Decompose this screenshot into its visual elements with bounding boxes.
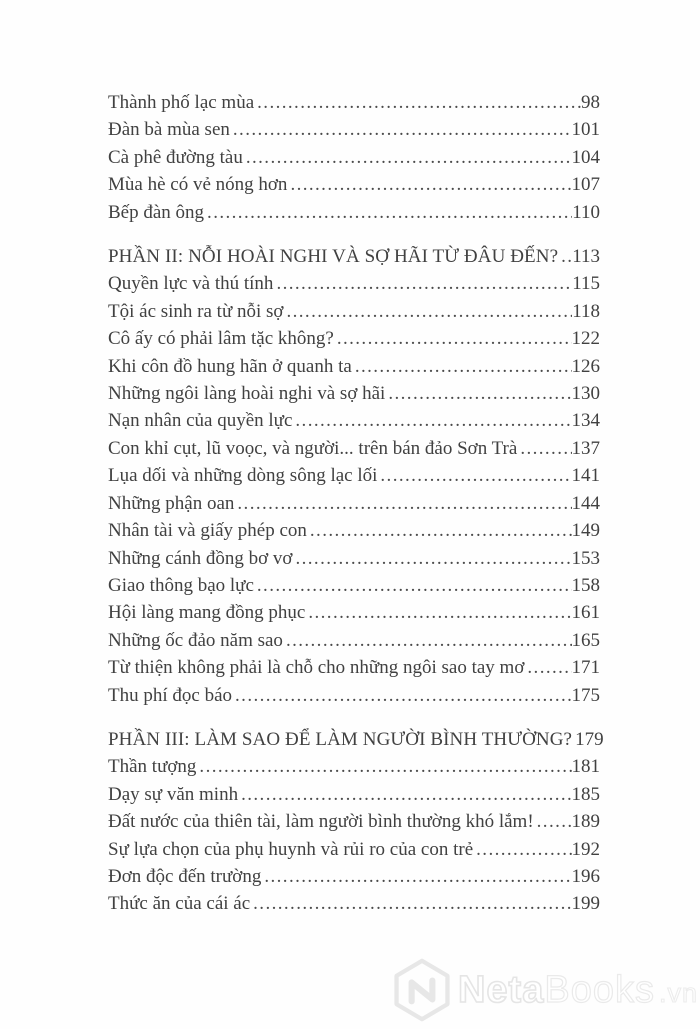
watermark-brand-neta: Neta	[457, 968, 545, 1011]
toc-entry-title: Thành phố lạc mùa	[108, 92, 255, 113]
toc-entry-title: Giao thông bạo lực	[108, 574, 254, 596]
toc-entry-page-number: 181	[571, 756, 600, 778]
toc-entry-page-number: 107	[571, 174, 600, 196]
toc-entry-title: Quyền lực và thú tính	[108, 273, 274, 295]
toc-dot-leader	[232, 682, 571, 709]
toc-entry-title: Nhân tài và giấy phép con	[108, 520, 307, 542]
toc-dot-leader	[250, 890, 571, 917]
toc-entry	[108, 298, 600, 325]
toc-dot-leader	[261, 863, 571, 890]
toc-entry	[108, 270, 600, 297]
toc-entry	[108, 462, 600, 489]
toc-entry	[108, 325, 600, 352]
toc-entry	[108, 627, 600, 654]
toc-dot-leader	[305, 599, 571, 626]
toc-entry	[108, 353, 600, 380]
toc-dot-leader	[377, 462, 571, 489]
watermark-brand-books: Books	[544, 968, 655, 1011]
toc-entry-page-number: 122	[571, 328, 600, 350]
toc-entry-title: Những cánh đồng bơ vơ	[108, 547, 293, 569]
toc-dot-leader	[334, 325, 572, 352]
toc-entry-title: Bếp đàn ông	[108, 201, 205, 223]
toc-entry	[108, 435, 600, 462]
toc-entry-title: Tội ác sinh ra từ nỗi sợ	[108, 300, 284, 322]
toc-entry-title: PHẦN II: NỖI HOÀI NGHI VÀ SỢ HÃI TỪ ĐÂU ĐẾN?	[108, 246, 559, 268]
toc-entry	[108, 490, 600, 517]
toc-entry-page-number: 192	[571, 838, 600, 860]
toc-entry-page-number: 141	[571, 465, 600, 487]
toc-entry-page-number: 196	[571, 865, 600, 887]
toc-entry-page-number: 118	[572, 300, 600, 322]
toc-entry	[108, 654, 600, 681]
toc-entry	[108, 682, 600, 709]
watermark	[391, 957, 698, 1023]
toc-section-heading	[108, 243, 600, 270]
toc-entry-title: Từ thiện không phải là chỗ cho những ngôi sao tay mơ	[108, 657, 525, 679]
toc-section-3	[108, 726, 604, 918]
toc-section-1	[108, 89, 600, 226]
toc-entry-page-number: 149	[571, 520, 600, 542]
toc-dot-leader	[287, 171, 571, 198]
toc-entry-title: Con khỉ cụt, lũ voọc, và người... trên bán đảo Sơn Trà	[108, 437, 518, 459]
toc-entry-page-number: 185	[571, 783, 600, 805]
toc-entry-title: Lụa dối và những dòng sông lạc lối	[108, 465, 378, 487]
toc-entry-page-number: 110	[572, 201, 600, 223]
toc-entry	[108, 380, 600, 407]
toc-entry-title: Hội làng mang đồng phục	[108, 602, 306, 624]
toc-dot-leader	[283, 298, 572, 325]
toc-entry-title: Sự lựa chọn của phụ huynh và rủi ro của con trẻ	[108, 838, 474, 860]
toc-entry-title: Dạy sự văn minh	[108, 783, 239, 805]
toc-dot-leader	[385, 380, 571, 407]
toc-dot-leader	[273, 270, 572, 297]
toc-entry-title: Thu phí đọc báo	[108, 684, 233, 706]
toc-section-2	[108, 243, 600, 709]
toc-dot-leader	[558, 243, 572, 270]
toc-entry	[108, 781, 600, 808]
toc-entry-title: Khi côn đồ hung hãn ở quanh ta	[108, 355, 352, 377]
toc-entry-page-number: 130	[571, 383, 600, 405]
toc-entry	[108, 144, 600, 171]
toc-dot-leader	[534, 808, 572, 835]
toc-entry-title: Những ốc đảo năm sao	[108, 629, 283, 651]
toc-entry-title: Đơn độc đến trường	[108, 865, 262, 887]
toc-dot-leader	[243, 144, 572, 171]
toc-entry	[108, 808, 600, 835]
toc-dot-leader	[517, 435, 571, 462]
toc-dot-leader	[230, 116, 572, 143]
toc-entry-title: Cà phê đường tàu	[108, 146, 243, 168]
toc-dot-leader	[234, 490, 571, 517]
toc-dot-leader	[204, 199, 572, 226]
table-of-contents	[108, 89, 604, 918]
toc-entry	[108, 599, 600, 626]
toc-entry-page-number: 134	[571, 410, 600, 432]
toc-entry-title: Đất nước của thiên tài, làm người bình thường khó lắm!	[108, 811, 534, 833]
toc-entry-page-number: 158	[571, 574, 600, 596]
toc-entry-title: Mùa hè có vẻ nóng hơn	[108, 174, 288, 196]
toc-entry	[108, 517, 600, 544]
toc-entry	[108, 863, 600, 890]
toc-entry-title: Thức ăn của cái ác	[108, 893, 251, 915]
toc-entry-page-number: 104	[571, 146, 600, 168]
toc-entry	[108, 890, 600, 917]
toc-entry-page-number: 161	[571, 602, 600, 624]
toc-dot-leader	[196, 753, 571, 780]
toc-entry-page-number: 153	[571, 547, 600, 569]
toc-entry	[108, 753, 600, 780]
toc-entry-title: Đàn bà mùa sen	[108, 119, 230, 141]
toc-entry-title: Nạn nhân của quyền lực	[108, 410, 293, 432]
toc-dot-leader	[473, 836, 571, 863]
toc-dot-leader	[307, 517, 572, 544]
toc-dot-leader	[283, 627, 572, 654]
toc-section-heading	[108, 726, 604, 753]
toc-entry-page-number: 126	[571, 355, 600, 377]
watermark-text	[458, 969, 698, 1012]
toc-entry-page-number: 171	[571, 657, 600, 679]
toc-entry	[108, 89, 600, 116]
toc-dot-leader	[292, 545, 571, 572]
toc-entry-page-number: 101	[571, 119, 600, 141]
toc-entry	[108, 199, 600, 226]
toc-entry-page-number: 113	[572, 246, 600, 268]
toc-dot-leader	[254, 572, 572, 599]
toc-entry-title: Cô ấy có phải lâm tặc không?	[108, 328, 334, 350]
toc-entry-page-number: 144	[571, 492, 600, 514]
toc-entry-page-number: 179	[575, 728, 604, 750]
toc-entry-title: Thần tượng	[108, 756, 197, 778]
toc-entry-page-number: 137	[571, 437, 600, 459]
toc-dot-leader	[524, 654, 571, 681]
toc-dot-leader	[352, 353, 572, 380]
watermark-domain: .vn	[658, 977, 698, 1008]
toc-entry-title: Những ngôi làng hoài nghi và sợ hãi	[108, 383, 386, 405]
toc-entry-page-number: 115	[572, 273, 600, 295]
toc-entry	[108, 836, 600, 863]
netabooks-hexagon-n-icon	[391, 957, 453, 1023]
toc-entry-page-number: 98	[581, 92, 600, 113]
toc-dot-leader	[292, 407, 571, 434]
toc-entry-title: PHẦN III: LÀM SAO ĐỂ LÀM NGƯỜI BÌNH THƯỜNG?	[108, 728, 573, 750]
toc-entry	[108, 407, 600, 434]
toc-entry-page-number: 165	[571, 629, 600, 651]
toc-entry-page-number: 199	[571, 893, 600, 915]
toc-entry-page-number: 175	[571, 684, 600, 706]
toc-entry	[108, 116, 600, 143]
toc-dot-leader	[254, 89, 581, 116]
toc-entry-page-number: 189	[571, 811, 600, 833]
toc-dot-leader	[238, 781, 571, 808]
toc-entry	[108, 572, 600, 599]
toc-entry-title: Những phận oan	[108, 492, 235, 514]
toc-entry	[108, 545, 600, 572]
toc-entry	[108, 171, 600, 198]
